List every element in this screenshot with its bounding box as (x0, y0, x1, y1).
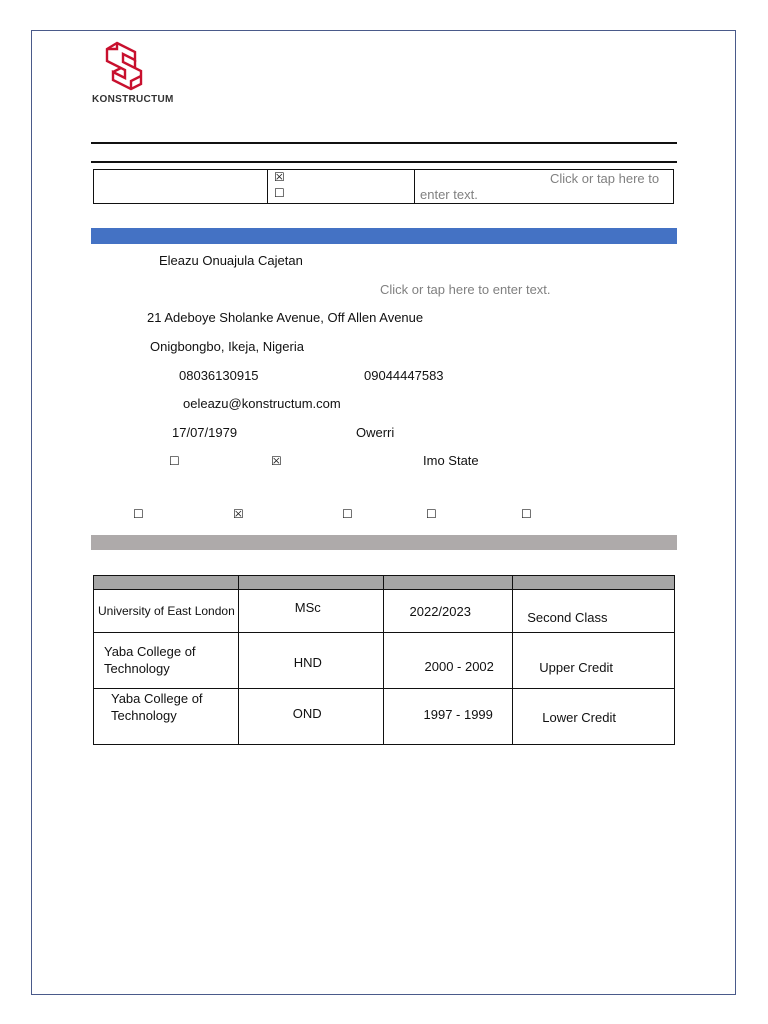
table-header-cell (383, 576, 513, 590)
gender-checkbox-2[interactable]: ☒ (271, 454, 282, 468)
checkbox-unchecked[interactable]: ☐ (274, 186, 285, 200)
institution-name: Yaba College of Technology (111, 691, 203, 723)
table-row (94, 633, 675, 689)
full-name: Eleazu Onuajula Cajetan (159, 253, 303, 268)
table-row (94, 689, 675, 745)
qualification: OND (292, 706, 322, 721)
table-cell[interactable] (383, 689, 513, 745)
status-checkbox-4[interactable]: ☐ (426, 507, 437, 521)
year: 2022/2023 (409, 604, 471, 619)
date-of-birth: 17/07/1979 (172, 425, 238, 440)
header-cell-empty[interactable] (94, 170, 268, 203)
institution-name: Yaba College of Technology (104, 644, 196, 676)
status-checkbox-5[interactable]: ☐ (521, 507, 532, 521)
table-header-cell (513, 576, 675, 590)
table-cell[interactable] (513, 689, 675, 745)
address-line-1: 21 Adeboye Sholanke Avenue, Off Allen Avenue (147, 310, 424, 325)
qualification: HND (293, 655, 322, 670)
status-checkbox-1[interactable]: ☐ (133, 507, 144, 521)
placeholder-field[interactable]: Click or tap here to enter text. (380, 282, 551, 297)
table-header-cell (238, 576, 383, 590)
phone-secondary: 09044447583 (364, 368, 444, 383)
checkbox-checked[interactable]: ☒ (274, 170, 285, 184)
section-bar-education (91, 535, 677, 550)
gender-checkbox-1[interactable]: ☐ (169, 454, 180, 468)
header-rule-top (91, 142, 677, 144)
table-cell[interactable] (238, 633, 383, 689)
table-cell[interactable] (238, 689, 383, 745)
table-cell[interactable] (238, 590, 383, 633)
header-options-table (93, 169, 674, 204)
header-rule-bottom (91, 161, 677, 163)
email-address: oeleazu@konstructum.com (183, 396, 341, 411)
status-checkbox-2[interactable]: ☒ (233, 507, 244, 521)
table-cell[interactable] (383, 633, 513, 689)
status-checkbox-3[interactable]: ☐ (342, 507, 353, 521)
institution-name: University of East London (98, 604, 235, 618)
section-bar-personal (91, 228, 677, 244)
qualification: MSc (294, 600, 321, 615)
table-cell[interactable] (513, 633, 675, 689)
grade: Lower Credit (542, 710, 616, 725)
header-cell-checkboxes (267, 170, 415, 203)
placeholder-text-line1[interactable]: Click or tap here to (550, 171, 660, 186)
table-cell[interactable] (513, 590, 675, 633)
grade: Upper Credit (539, 660, 613, 675)
state-of-origin: Imo State (423, 453, 479, 468)
table-cell[interactable] (383, 590, 513, 633)
year: 1997 - 1999 (423, 707, 493, 722)
table-header-row (94, 576, 675, 590)
year: 2000 - 2002 (424, 659, 494, 674)
logo-wordmark: KONSTRUCTUM (92, 94, 174, 105)
table-cell[interactable] (94, 633, 239, 689)
place-of-birth: Owerri (356, 425, 395, 440)
phone-primary: 08036130915 (179, 368, 259, 383)
grade: Second Class (527, 610, 608, 625)
placeholder-text-line2[interactable]: enter text. (420, 187, 478, 202)
table-row (94, 590, 675, 633)
table-header-cell (94, 576, 239, 590)
table-cell[interactable] (94, 689, 239, 745)
table-cell[interactable] (94, 590, 239, 633)
education-table (93, 575, 675, 745)
address-line-2: Onigbongbo, Ikeja, Nigeria (150, 339, 304, 354)
